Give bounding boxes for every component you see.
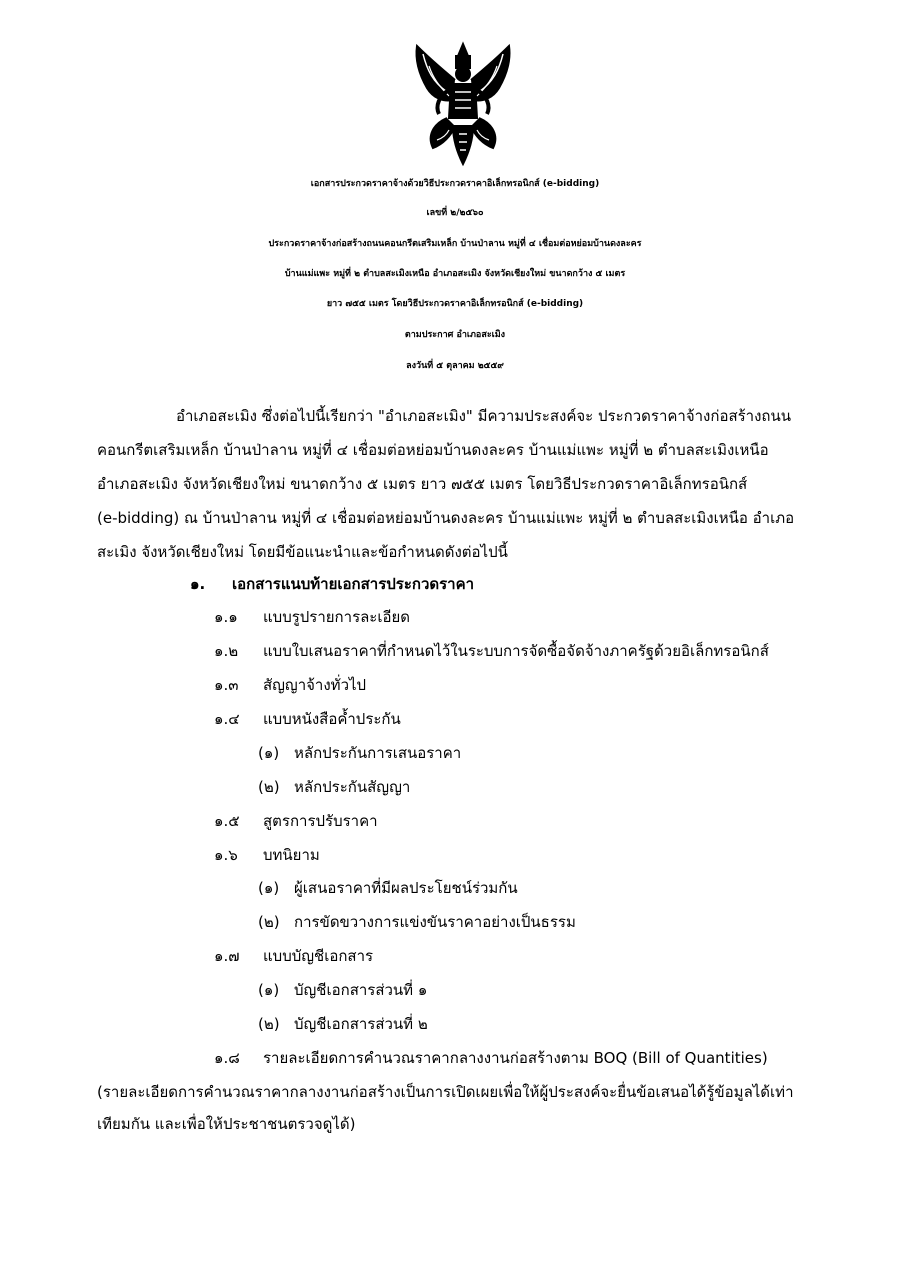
intro-line-5: สะเมิง จังหวัดเชียงใหม่ โดยมีข้อแนะนำและข้อกำหนดดังต่อไปนี้	[97, 543, 508, 561]
item-text: บทนิยาม	[263, 846, 320, 864]
subitem-number: (๒)	[258, 778, 280, 796]
subitem-text: ผู้เสนอราคาที่มีผลประโยชน์ร่วมกัน	[294, 879, 518, 897]
subitem-text: หลักประกันสัญญา	[294, 778, 411, 796]
intro-line-4: (e-bidding) ณ บ้านป่าลาน หมู่ที่ ๔ เชื่อมต่อหย่อมบ้านดงละคร บ้านแม่แพะ หมู่ที่ ๒ ตำบลสะเมิงเหนือ อำเภอ	[97, 509, 795, 527]
item-number: ๑.๘	[214, 1049, 240, 1067]
intro-line-1: อำเภอสะเมิง ซึ่งต่อไปนี้เรียกว่า "อำเภอสะเมิง" มีความประสงค์จะ ประกวดราคาจ้างก่อสร้างถนน	[176, 407, 791, 425]
subject-line-2: บ้านแม่แพะ หมู่ที่ ๒ ตำบลสะเมิงเหนือ อำเภอสะเมิง จังหวัดเชียงใหม่ ขนาดกว้าง ๕ เมตร	[284, 269, 626, 279]
item-number: ๑.๒	[214, 642, 239, 660]
item-number: ๑.๑	[214, 608, 238, 626]
subject-line-3: ยาว ๗๕๕ เมตร โดยวิธีประกวดราคาอิเล็กทรอนิกส์ (e-bidding)	[326, 299, 584, 309]
item-text: แบบหนังสือค้ำประกัน	[263, 710, 401, 728]
note-line-1: (รายละเอียดการคำนวณราคากลางงานก่อสร้างเป็นการเปิดเผยเพื่อให้ผู้ประสงค์จะยื่นข้อเสนอได้รู้ข้อมูลได้เท่า	[97, 1083, 794, 1101]
subitem-text: หลักประกันการเสนอราคา	[294, 744, 462, 762]
subitem-text: บัญชีเอกสารส่วนที่ ๑	[294, 981, 428, 999]
item-text: แบบบัญชีเอกสาร	[263, 947, 374, 965]
item-text: สูตรการปรับราคา	[263, 812, 378, 830]
section-number: ๑.	[190, 575, 206, 593]
subitem-text: การขัดขวางการแข่งขันราคาอย่างเป็นธรรม	[294, 913, 576, 931]
garuda-emblem-icon	[403, 40, 523, 168]
item-number: ๑.๗	[214, 947, 240, 965]
item-text: รายละเอียดการคำนวณราคากลางงานก่อสร้างตาม BOQ (Bill of Quantities)	[263, 1049, 768, 1067]
intro-line-3: อำเภอสะเมิง จังหวัดเชียงใหม่ ขนาดกว้าง ๕ เมตร ยาว ๗๕๕ เมตร โดยวิธีประกวดราคาอิเล็กทรอนิกส์	[97, 475, 748, 493]
subitem-text: บัญชีเอกสารส่วนที่ ๒	[294, 1015, 428, 1033]
document-number: เลขที่ ๒/๒๕๖๐	[426, 208, 484, 218]
item-number: ๑.๔	[214, 710, 240, 728]
date-line: ลงวันที่ ๕ ตุลาคม ๒๕๕๙	[406, 361, 504, 371]
subitem-number: (๑)	[258, 744, 280, 762]
item-text: สัญญาจ้างทั่วไป	[263, 676, 367, 694]
subject-line-1: ประกวดราคาจ้างก่อสร้างถนนคอนกรีตเสริมเหล็ก บ้านป่าลาน หมู่ที่ ๔ เชื่อมต่อหย่อมบ้านดงละคร	[268, 239, 642, 249]
item-number: ๑.๓	[214, 676, 239, 694]
item-number: ๑.๖	[214, 846, 238, 864]
subitem-number: (๑)	[258, 879, 280, 897]
section-title: เอกสารแนบท้ายเอกสารประกวดราคา	[232, 575, 475, 593]
item-number: ๑.๕	[214, 812, 240, 830]
subitem-number: (๒)	[258, 913, 280, 931]
item-text: แบบใบเสนอราคาที่กำหนดไว้ในระบบการจัดซื้อจัดจ้างภาครัฐด้วยอิเล็กทรอนิกส์	[263, 642, 769, 660]
subitem-number: (๑)	[258, 981, 280, 999]
document-title: เอกสารประกวดราคาจ้างด้วยวิธีประกวดราคาอิเล็กทรอนิกส์ (e-bidding)	[310, 179, 600, 189]
subitem-number: (๒)	[258, 1015, 280, 1033]
announcer-line: ตามประกาศ อำเภอสะเมิง	[404, 330, 506, 340]
item-text: แบบรูปรายการละเอียด	[263, 608, 411, 626]
note-line-2: เทียมกัน และเพื่อให้ประชาชนตรวจดูได้)	[97, 1115, 356, 1133]
intro-line-2: คอนกรีตเสริมเหล็ก บ้านป่าลาน หมู่ที่ ๔ เชื่อมต่อหย่อมบ้านดงละคร บ้านแม่แพะ หมู่ที่ ๒ ตำบลสะเมิงเหนือ	[97, 441, 769, 459]
